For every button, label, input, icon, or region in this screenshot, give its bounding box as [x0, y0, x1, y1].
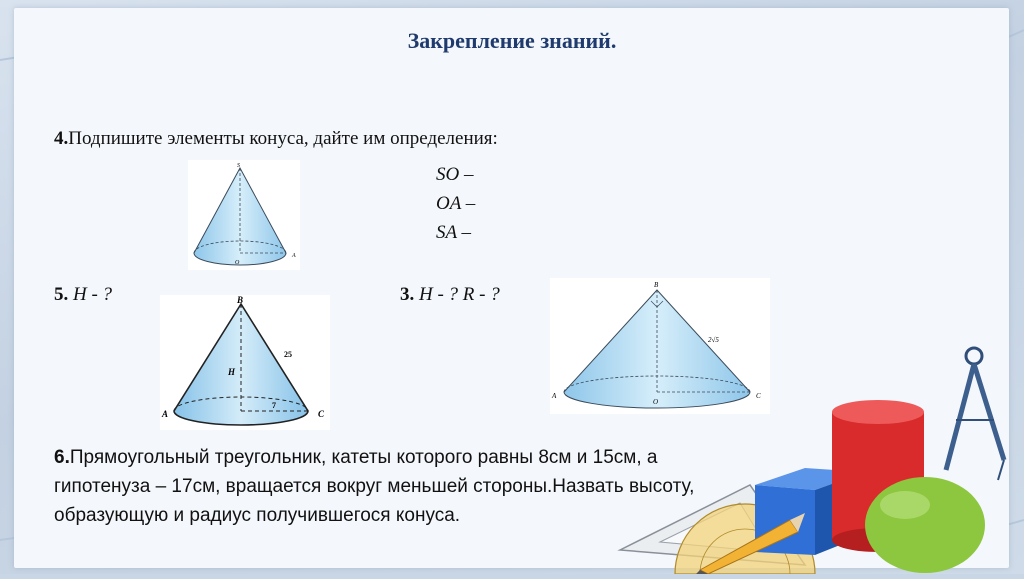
label-c: C — [756, 392, 761, 400]
task3-number: 3. — [400, 284, 415, 305]
label-a: A — [552, 392, 557, 400]
label-b: B — [654, 281, 659, 289]
label-o: O — [235, 260, 240, 266]
cone-figure-task5 — [160, 295, 330, 430]
task5-text — [54, 284, 112, 306]
term-so: SO – — [436, 164, 474, 185]
task3-text — [400, 284, 500, 306]
label-7: 7 — [272, 401, 276, 410]
task5-number: 5. — [54, 284, 69, 305]
label-a: A — [292, 253, 296, 259]
task4-question: Подпишите элементы конуса, дайте им определения: — [68, 128, 498, 149]
label-25: 25 — [284, 350, 292, 359]
label-o: O — [653, 398, 659, 406]
task4-terms — [436, 160, 475, 247]
task4-number: 4. — [54, 128, 69, 149]
task4-text — [54, 128, 498, 150]
label-b: B — [237, 295, 244, 305]
label-a: A — [162, 409, 169, 419]
term-oa: OA – — [436, 193, 476, 214]
task3-question: H - ? R - ? — [414, 284, 500, 305]
compass-icon — [946, 348, 1004, 480]
label-s: S — [237, 163, 240, 169]
label-c: C — [318, 409, 325, 419]
task5-question: H - ? — [68, 284, 113, 305]
term-sa: SA – — [436, 222, 472, 243]
label-h: H — [228, 367, 236, 377]
sphere-icon — [865, 477, 985, 573]
slide-title: Закрепление знаний. — [407, 28, 617, 53]
label-slant: 2√5 — [708, 336, 719, 344]
task6-number: 6. — [54, 447, 70, 468]
task6-question: Прямоугольный треугольник, катеты которого равны 8см и 15см, а гипотенуза – 17см, вращается вокруг меньшей стороны.Назвать высоту, образующую и радиус получившегося конуса. — [54, 447, 695, 526]
cone-figure-task4 — [188, 160, 300, 270]
geometry-decoration — [600, 320, 1024, 579]
